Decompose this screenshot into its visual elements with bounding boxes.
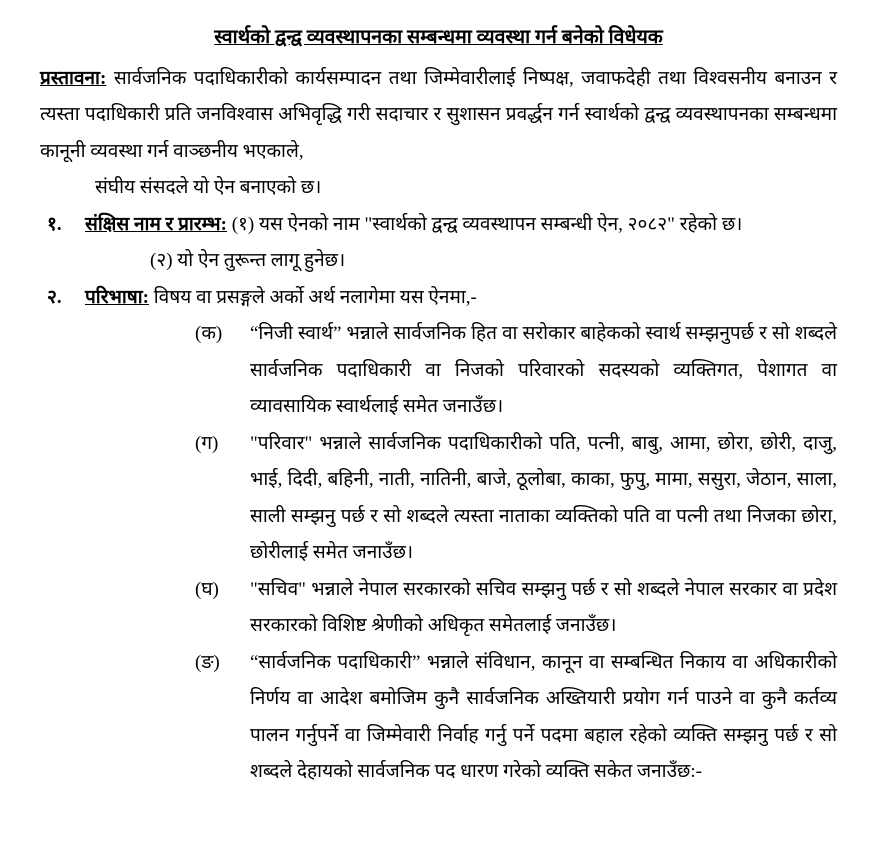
definition-item-ka bbox=[195, 316, 837, 426]
definition-label: (घ) bbox=[195, 578, 219, 600]
definition-item-nga bbox=[195, 645, 837, 791]
section-1-number: १. bbox=[47, 213, 62, 235]
preamble-text: सार्वजनिक पदाधिकारीको कार्यसम्पादन तथा जिम्मेवारीलाई निष्पक्ष, जवाफदेही तथा विश्वसनीय बनाउन र त्यस्ता पदाधिकारी प्रति जनविश्वास अभिवृद्धि गरी सदाचार र सुशासन प्रवर्द्धन गर्न स्वार्थको द्वन्द्व व्यवस्थापनका सम्बन्धमा कानूनी व्यवस्था गर्न वाञ्छनीय भएकाले, bbox=[40, 67, 837, 162]
definitions-list bbox=[195, 316, 837, 791]
section-2-intro-text: विषय वा प्रसङ्गले अर्को अर्थ नलागेमा यस ऐनमा,- bbox=[149, 286, 477, 308]
section-2-number: २. bbox=[47, 286, 62, 308]
definition-label: (ग) bbox=[195, 432, 219, 454]
section-1-clause-2: (२) यो ऐन तुरून्त लागू हुनेछ। bbox=[150, 250, 346, 271]
definition-label: (क) bbox=[195, 323, 223, 344]
definition-item-gha bbox=[195, 572, 837, 645]
section-1-heading: संक्षिस नाम र प्रारम्भ: bbox=[85, 213, 227, 235]
section-2-heading: परिभाषा: bbox=[85, 286, 149, 308]
definition-text: "सचिव" भन्नाले नेपाल सरकारको सचिव सम्झनु पर्छ र सो शब्दले नेपाल सरकार वा प्रदेश सरकारको विशिष्ट श्रेणीको अधिकृत समेतलाई जनाउँछ। bbox=[250, 578, 837, 636]
preamble-paragraph bbox=[40, 61, 837, 171]
section-1-clause-1-text: (१) यस ऐनको नाम "स्वार्थको द्वन्द्व व्यवस्थापन सम्बन्धी ऐन, २०८२" रहेको छ। bbox=[226, 213, 743, 235]
definition-label: (ङ) bbox=[195, 651, 220, 673]
section-1 bbox=[40, 207, 837, 280]
section-2 bbox=[40, 280, 837, 791]
definition-item-ga bbox=[195, 426, 837, 572]
definition-text: “निजी स्वार्थ” भन्नाले सार्वजनिक हित वा सरोकार बाहेकको स्वार्थ सम्झनुपर्छ र सो शब्दले सार्वजनिक पदाधिकारी वा निजको परिवारको सदस्यको व्यक्तिगत, पेशागत वा व्यावसायिक स्वार्थलाई समेत जनाउँछ। bbox=[250, 323, 837, 417]
definition-text: "परिवार" भन्नाले सार्वजनिक पदाधिकारीको पति, पत्नी, बाबु, आमा, छोरा, छोरी, दाजु, भाई, दिदी, बहिनी, नाती, नातिनी, बाजे, ठूलोबा, काका, फुपु, मामा, ससुरा, जेठान, साला, साली सम्झनु पर्छ र सो शब्दले त्यस्ता नाताका व्यक्तिको पति वा पत्नी तथा निजका छोरा, छोरीलाई समेत जनाउँछ। bbox=[250, 432, 837, 563]
enactment-line: संघीय संसदले यो ऐन बनाएको छ। bbox=[95, 177, 322, 198]
preamble-label: प्रस्तावना: bbox=[40, 67, 107, 89]
document-title: स्वार्थको द्वन्द्व व्यवस्थापनका सम्बन्धमा व्यवस्था गर्न बनेको विधेयक bbox=[214, 27, 663, 48]
definition-text: “सार्वजनिक पदाधिकारी” भन्नाले संविधान, कानून वा सम्बन्धित निकाय वा अधिकारीको निर्णय वा आदेश बमोजिम कुनै सार्वजनिक अख्तियारी प्रयोग गर्न पाउने वा कुनै कर्तव्य पालन गर्नुपर्ने वा जिम्मेवारी निर्वाह गर्नु पर्ने पदमा बहाल रहेको व्यक्ति सम्झनु पर्छ र सो शब्दले देहायको सार्वजनिक पद धारण गरेको व्यक्ति सकेत जनाउँछ:- bbox=[250, 651, 837, 782]
section-1-clause-1 bbox=[85, 207, 837, 244]
section-2-intro bbox=[85, 280, 837, 317]
